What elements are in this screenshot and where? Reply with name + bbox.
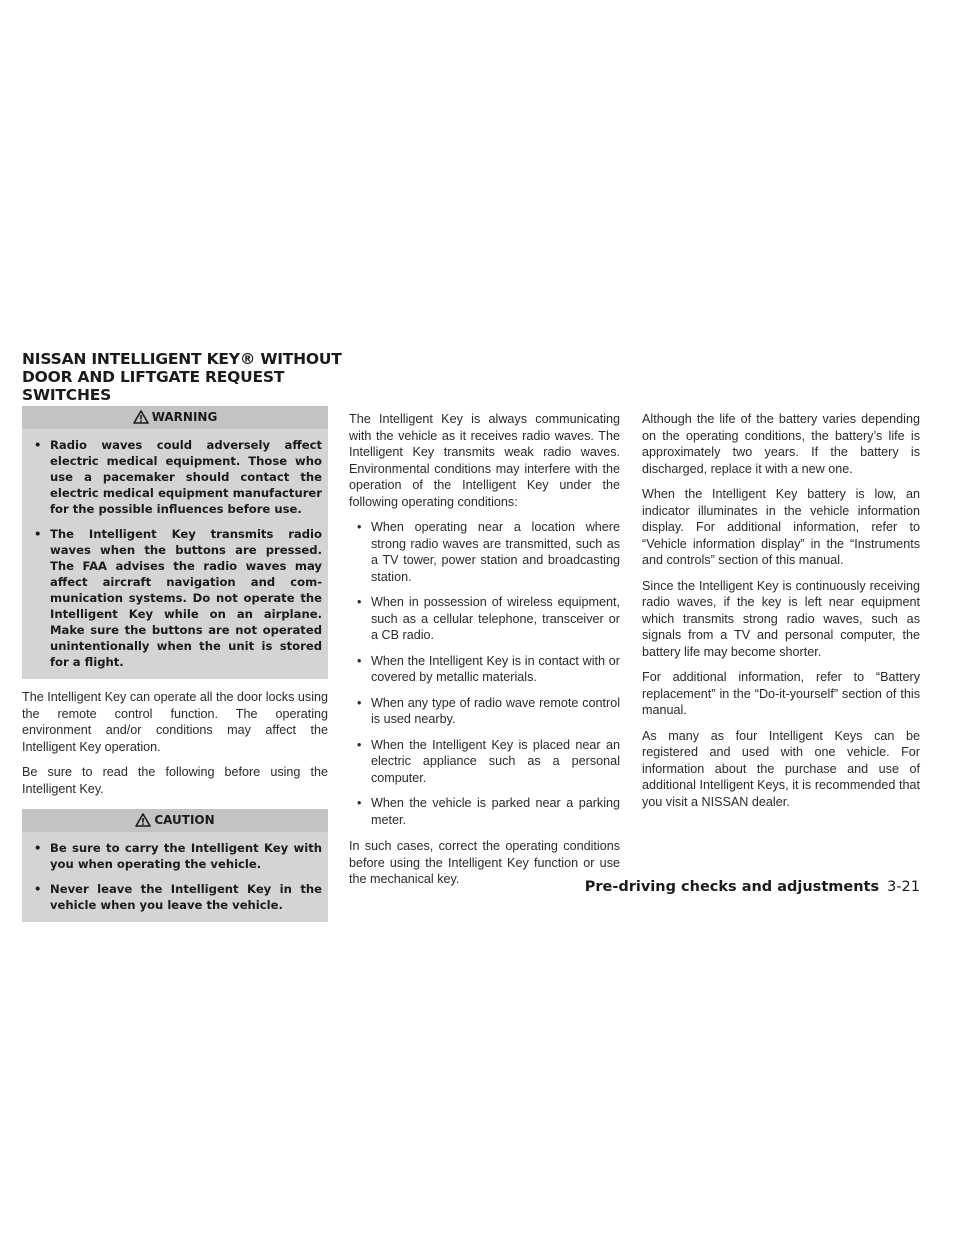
body-paragraph: When the Intelligent Key battery is low, an indicator illuminates in the vehicle information display. For additional information, refer to “Vehicle information display” in the “Instruments and controls” section of this manual. [642,487,920,567]
column-right [642,411,920,819]
warning-item: • Radio waves could adversely affect electric medical equipment. Those who use a pacemaker should contact the electric medical equipment manufacturer for the possible influences before use. [34,438,322,516]
warning-item: • The Intelligent Key transmits radio waves when the buttons are pressed. The FAA advises the radio waves may affect aircraft navigation and communication systems. Do not operate the Intelligent Key while on an airplane. Make sure the buttons are not operated unintentionally when the unit is stored for a flight. [34,527,322,669]
list-item: • When the Intelligent Key is in contact with or covered by metallic materials. [357,653,620,684]
body-paragraph: For additional information, refer to “Battery replacement” in the “Do-it-yourself” section of this manual. [642,670,920,717]
list-item: • When operating near a location where strong radio waves are transmitted, such as a TV tower, power station and broadcasting station. [357,520,620,584]
body-paragraph: The Intelligent Key can operate all the door locks using the remote control function. The operating environment and/or conditions may affect the Intelligent Key operation. [22,690,328,754]
page-footer [585,879,920,895]
footer-section-title: Pre-driving checks and adjustments [584,879,880,895]
body-paragraph: Be sure to read the following before using the Intelligent Key. [22,765,328,796]
caution-title: CAUTION [154,813,215,827]
body-paragraph: As many as four Intelligent Keys can be registered and used with one vehicle. For information about the purchase and use of additional Intelligent Keys, it is recommended that you visit a NISSAN dealer. [642,728,920,809]
warning-title: WARNING [151,410,218,424]
condition-list [349,519,620,828]
body-paragraph: Although the life of the battery varies depending on the operating conditions, the battery’s life is approximately two years. If the battery is discharged, replace it with a new one. [642,412,920,476]
list-item: • When the Intelligent Key is placed near an electric appliance such as a personal computer. [357,737,620,785]
warning-header [22,406,328,429]
body-paragraph: In such cases, correct the operating conditions before using the Intelligent Key function or use the mechanical key. [349,839,620,886]
caution-header [22,809,328,832]
heading-line: NISSAN INTELLIGENT KEY® WITHOUT [22,350,342,368]
list-item: • When any type of radio wave remote control is used nearby. [357,695,620,726]
heading-line: DOOR AND LIFTGATE REQUEST [22,368,285,386]
caution-item: • Never leave the Intelligent Key in the vehicle when you leave the vehicle. [34,882,322,912]
column-middle [349,411,620,897]
body-paragraph: The Intelligent Key is always communicating with the vehicle as it receives radio waves. The Intelligent Key transmits weak radio waves. Environmental conditions may interfere with the operation of the Intelligent Key under the following operating conditions: [349,412,620,509]
heading-line: SWITCHES [22,386,112,404]
warning-triangle-icon [133,409,149,432]
warning-triangle-icon [135,812,151,835]
section-heading [22,350,342,404]
caution-box [22,809,328,922]
caution-item: • Be sure to carry the Intelligent Key with you when operating the vehicle. [34,841,322,871]
body-paragraph: Since the Intelligent Key is continuously receiving radio waves, if the key is left near equipment which transmits strong radio waves, such as signals from a TV and personal computer, the battery life may become shorter. [642,578,920,659]
warning-box [22,406,328,679]
page-number: 3-21 [887,879,920,895]
column-left [22,406,328,932]
list-item: • When the vehicle is parked near a parking meter. [357,796,620,827]
list-item: • When in possession of wireless equipment, such as a cellular telephone, transceiver or a CB radio. [357,595,620,642]
